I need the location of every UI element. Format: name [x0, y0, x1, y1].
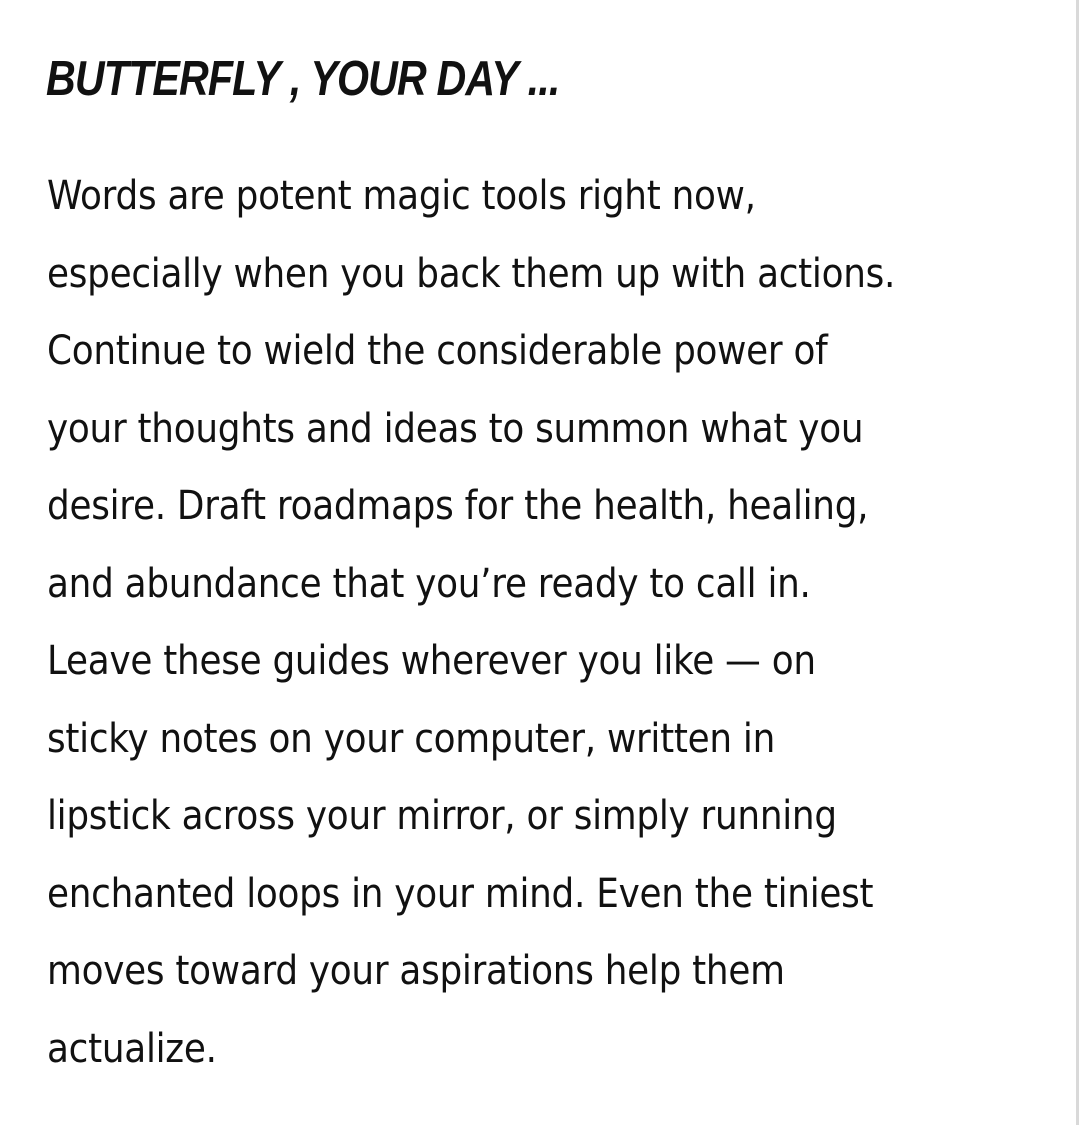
body-line: Continue to wield the considerable power of	[47, 328, 828, 374]
body-line: moves toward your aspirations help them	[47, 948, 785, 994]
horoscope-title: BUTTERFLY , YOUR DAY ...	[46, 52, 560, 106]
horoscope-body	[47, 158, 1067, 1088]
body-line: your thoughts and ideas to summon what you	[47, 405, 864, 452]
body-line: lipstick across your mirror, or simply running	[47, 793, 837, 839]
body-line: desire. Draft roadmaps for the health, healing,	[47, 483, 869, 529]
body-line: especially when you back them up with actions.	[47, 250, 896, 297]
body-line: actualize.	[47, 1025, 217, 1072]
body-line: sticky notes on your computer, written in	[47, 715, 776, 762]
body-line: enchanted loops in your mind. Even the tiniest	[47, 870, 874, 917]
body-line: Leave these guides wherever you like — on	[47, 638, 816, 684]
body-line: and abundance that you’re ready to call in.	[47, 560, 811, 607]
body-line: Words are potent magic tools right now,	[47, 173, 756, 219]
